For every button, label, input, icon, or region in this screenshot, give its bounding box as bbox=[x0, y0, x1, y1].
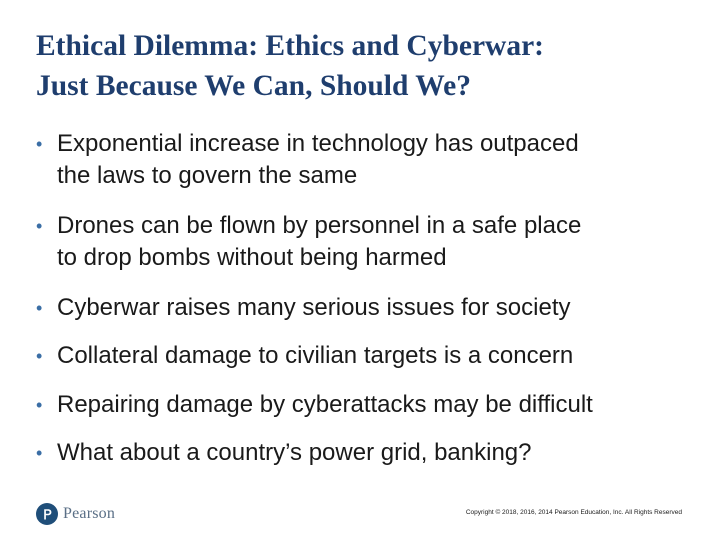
bullet-marker: • bbox=[36, 346, 43, 366]
bullet-text-line: the laws to govern the same bbox=[57, 162, 358, 189]
bullet-text-line: What about a country’s power grid, banking? bbox=[57, 439, 532, 466]
slide-title-line-2: Just Because We Can, Should We? bbox=[36, 70, 471, 102]
bullet-text-line: Exponential increase in technology has outpaced bbox=[57, 130, 579, 157]
bullet-marker: • bbox=[36, 443, 43, 463]
bullet-text bbox=[57, 292, 706, 324]
bullet-text-line: Drones can be flown by personnel in a safe place bbox=[57, 212, 582, 239]
bullet-marker: • bbox=[36, 298, 43, 318]
bullet-marker: • bbox=[36, 216, 43, 236]
logo-wordmark: Pearson bbox=[63, 505, 116, 522]
copyright-notice: Copyright © 2018, 2016, 2014 Pearson Education, Inc. All Rights Reserved bbox=[465, 509, 682, 516]
slide-title-line-1: Ethical Dilemma: Ethics and Cyberwar: bbox=[36, 30, 545, 62]
bullet-text-line: to drop bombs without being harmed bbox=[57, 244, 447, 271]
bullet-item-6 bbox=[36, 437, 706, 469]
bullet-marker: • bbox=[36, 395, 43, 415]
bullet-marker: • bbox=[36, 134, 43, 154]
bullet-text bbox=[57, 340, 706, 372]
bullet-text-line: Cyberwar raises many serious issues for society bbox=[57, 294, 571, 321]
bullet-item-2 bbox=[36, 210, 706, 274]
pearson-logo bbox=[36, 502, 115, 526]
bullet-item-4 bbox=[36, 340, 706, 372]
bullet-text-line: Repairing damage by cyberattacks may be difficult bbox=[57, 391, 593, 418]
bullet-text bbox=[57, 210, 706, 274]
bullet-text bbox=[57, 389, 706, 421]
bullet-item-1 bbox=[36, 128, 706, 192]
slide-title bbox=[36, 26, 696, 106]
pearson-p-icon bbox=[36, 503, 58, 525]
bullet-text bbox=[57, 437, 706, 469]
bullet-text bbox=[57, 128, 706, 192]
bullet-item-3 bbox=[36, 292, 706, 324]
bullet-item-5 bbox=[36, 389, 706, 421]
bullet-text-line: Collateral damage to civilian targets is a concern bbox=[57, 342, 574, 369]
